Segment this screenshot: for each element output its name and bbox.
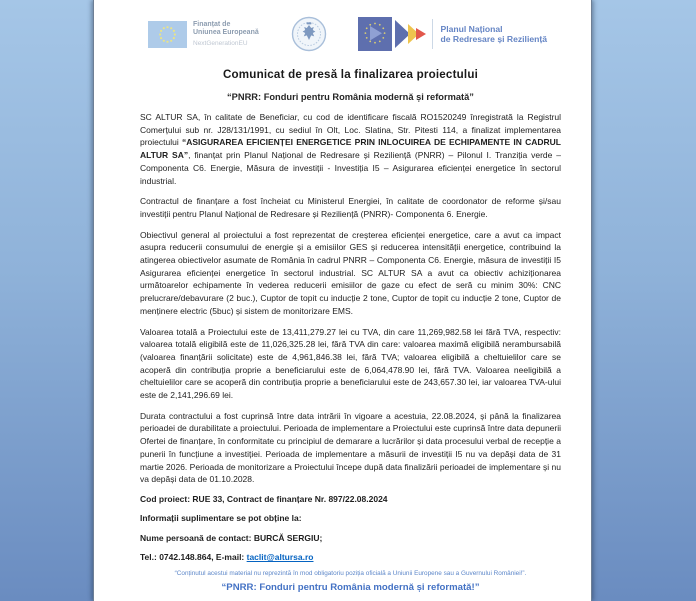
eu-logo-text-line3: NextGenerationEU	[193, 39, 248, 47]
document-page	[93, 0, 592, 601]
eu-logo-text-line1: Finanțat de	[193, 20, 231, 28]
press-release-title: Comunicat de presă la finalizarea proiectului	[222, 68, 479, 81]
paragraph-beneficiary	[140, 111, 561, 187]
pnrr-logo-text-line1: Planul Național	[440, 23, 503, 34]
project-code-line: Cod proiect: RUE 33, Contract de finanțare Nr. 897/22.08.2024	[140, 493, 388, 504]
email-link[interactable]: taclit@altursa.ro	[246, 551, 314, 562]
additional-info-line: Informații suplimentare se pot obține la:	[140, 513, 302, 524]
paragraph-value: Valoarea totală a Proiectului este de 13,411,279.27 lei cu TVA, din care 11,269,982.58 lei fără TVA, respectiv: valoarea totală eligibilă este de 11,026,325.28 lei, fără TVA din care: valoarea maximă eligibilă nerambursabilă (valoarea finanțării solicitate) este de 4,961,846.38 lei, fără TVA; valoarea eligibilă a cheltuielilor care se acoperă din contribuția proprie a beneficiarului este de 6,064,478.90 lei, fără TVA. Valoarea neeligibilă a cheltuielilor care se acoperă din contribuția proprie a beneficiarului este de 243,657.30 lei, iar valoarea TVA-ului este de 2,141,296.69 lei.	[140, 326, 561, 401]
contact-tel-line	[140, 551, 561, 563]
pnrr-arrows-icon	[358, 17, 426, 51]
header-logos	[140, 12, 561, 56]
paragraph-objective: Obiectivul general al proiectului a fost reprezentat de creșterea eficienței energetice, care a avut ca impact asupra reducerii consumului de energie și a emisiilor GES și reducerea intensității energetice, contribuind la atingerea obiectivelor asumate de România în cadrul PNRR – Componenta C6. Energie, măsura de investiții I5 Asigurarea eficienței energetice în sectorul industrial. SC ALTUR SA a avut ca obiectiv achiziționarea următoarelor echipamente în vederea reducerii emisiilor de gaze cu efect de seră cu minim 30%: CNC prelucrare/debavurare (2 buc.), Cuptor de topit cu inducție 2 tone, Cuptor de topit cu inducție 2 tone, Cuptor de menținere electric (5buc) și sistem de monitorizare EMS.	[140, 229, 561, 316]
pnrr-logo-text-line2: de Redresare și Reziliență	[440, 34, 547, 44]
contact-name-line: Nume persoană de contact: BURCĂ SERGIU;	[140, 532, 323, 543]
pnrr-logo	[358, 17, 547, 51]
romanian-government-seal-icon	[291, 16, 327, 52]
tel-email-prefix: Tel.: 0742.148.864, E-mail:	[140, 551, 247, 562]
eu-logo-text-line2: Uniunea Europeană	[193, 29, 259, 36]
pnrr-logo-text	[440, 24, 547, 45]
paragraph-contract: Contractul de finanțare a fost încheiat cu Ministerul Energiei, în calitate de coordonator de reforme și/sau investiții pentru Planul Național de Redresare și Reziliență (PNRR)- Componenta 6. Energie.	[140, 196, 561, 219]
pnrr-slogan: “PNRR: Fonduri pentru România modernă și reformată!”	[221, 582, 480, 594]
disclaimer-text: “Conținutul acestui material nu reprezintă în mod obligatoriu poziția oficială a Uniunii Europene sau a Guvernului României!”.	[174, 570, 527, 578]
eu-flag-icon	[148, 21, 187, 48]
paragraph-beneficiary-post: , finanțat prin Planul Național de Redresare și Reziliență (PNRR) – Pilonul I. Tranziția verde – Componenta C6. Energie, Măsura de investiții - Investiția I5 – Asigurarea eficienței energetice în sectorul industrial.	[140, 150, 561, 186]
eu-logo-text	[193, 21, 259, 48]
paragraph-duration: Durata contractului a fost cuprinsă între data intrării în vigoare a acestuia, 22.08.2024, și până la finalizarea perioadei de durabilitate a proiectului. Perioada de implementare a Proiectului este cuprinsă între data depunerii Ofertei de finanțare, în conformitate cu principiul de demarare a lucrărilor și data procesului verbal de recepție a punerii în funcțiune a investiției. Perioada de implementare a măsurii de investiții I5 nu va depăși data de 31 martie 2026. Perioada de monitorizare a Proiectului începe după data finalizării perioadei de implementare și nu va depăși data de 01.10.2028.	[140, 410, 562, 485]
eu-funding-logo	[148, 21, 259, 48]
pnrr-logo-divider	[432, 19, 433, 49]
project-name-bold: “ASIGURAREA EFICIENȚEI ENERGETICE PRIN INLOCUIREA DE ECHIPAMENTE IN CADRUL ALTUR SA”	[140, 137, 561, 161]
press-release-subtitle: “PNRR: Fonduri pentru România modernă și reformată”	[227, 92, 474, 102]
paragraph-beneficiary-pre: SC ALTUR SA, în calitate de Beneficiar, cu cod de identificare fiscală RO1520249 înregistrată la Registrul Comerțului sub nr. J28/131/1991, cu sediul în Olt, Loc. Slatina, Str. Pitesti 114, a finalizat implementarea proiectului	[140, 112, 561, 148]
